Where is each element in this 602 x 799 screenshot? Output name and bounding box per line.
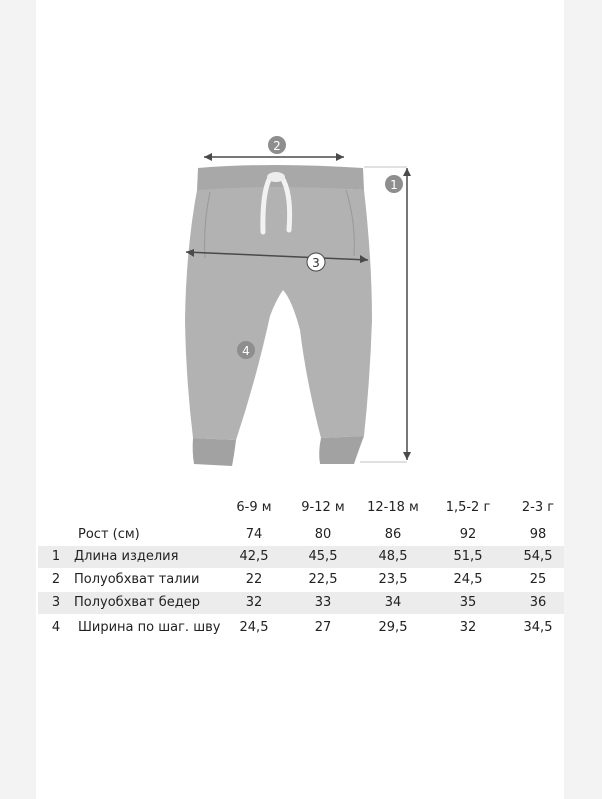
cell: 32 xyxy=(245,595,263,610)
table-row xyxy=(38,592,564,614)
cell: 24,5 xyxy=(453,572,483,587)
cell: 54,5 xyxy=(523,549,553,564)
cell: 25 xyxy=(529,572,547,587)
table-row xyxy=(38,546,564,568)
marker-waist xyxy=(268,136,286,154)
size-header-5: 2-3 г xyxy=(521,500,555,515)
marker-hip xyxy=(307,253,325,271)
cell: 32 xyxy=(459,620,477,635)
row-label: Рост (см) xyxy=(78,527,140,542)
size-header-2: 9-12 м xyxy=(301,500,345,515)
table-row xyxy=(38,569,564,591)
cell: 92 xyxy=(459,527,477,542)
row-number: 4 xyxy=(51,620,61,635)
cell: 27 xyxy=(314,620,332,635)
cell: 22 xyxy=(245,572,263,587)
marker-inseam-number: 4 xyxy=(242,344,250,358)
row-label: Полуобхват талии xyxy=(74,572,200,587)
cell: 35 xyxy=(459,595,477,610)
row-number: 2 xyxy=(51,572,61,587)
table-row-height xyxy=(38,524,564,546)
row-number: 1 xyxy=(51,549,61,564)
cell: 23,5 xyxy=(378,572,408,587)
size-header-3: 12-18 м xyxy=(367,500,419,515)
marker-inseam xyxy=(237,341,255,359)
row-label: Полуобхват бедер xyxy=(74,595,200,610)
row-label: Длина изделия xyxy=(74,549,179,564)
cell: 45,5 xyxy=(308,549,338,564)
marker-waist-number: 2 xyxy=(273,139,281,153)
cell: 74 xyxy=(245,527,263,542)
cell: 98 xyxy=(529,527,547,542)
size-header-4: 1,5-2 г xyxy=(445,500,491,515)
cell: 36 xyxy=(529,595,547,610)
cell: 29,5 xyxy=(378,620,408,635)
marker-length xyxy=(385,175,403,193)
cell: 86 xyxy=(384,527,402,542)
size-header-1: 6-9 м xyxy=(236,500,272,515)
pants-drawing xyxy=(185,165,372,466)
cell: 34 xyxy=(384,595,402,610)
cell: 24,5 xyxy=(239,620,269,635)
row-number: 3 xyxy=(51,595,61,610)
cell: 33 xyxy=(314,595,332,610)
marker-length-number: 1 xyxy=(390,178,398,192)
cell: 51,5 xyxy=(453,549,483,564)
row-label: Ширина по шаг. шву xyxy=(78,620,221,635)
cell: 42,5 xyxy=(239,549,269,564)
table-row xyxy=(38,617,564,639)
cell: 34,5 xyxy=(523,620,553,635)
cell: 22,5 xyxy=(308,572,338,587)
cell: 48,5 xyxy=(378,549,408,564)
marker-hip-number: 3 xyxy=(312,256,320,270)
cell: 80 xyxy=(314,527,332,542)
